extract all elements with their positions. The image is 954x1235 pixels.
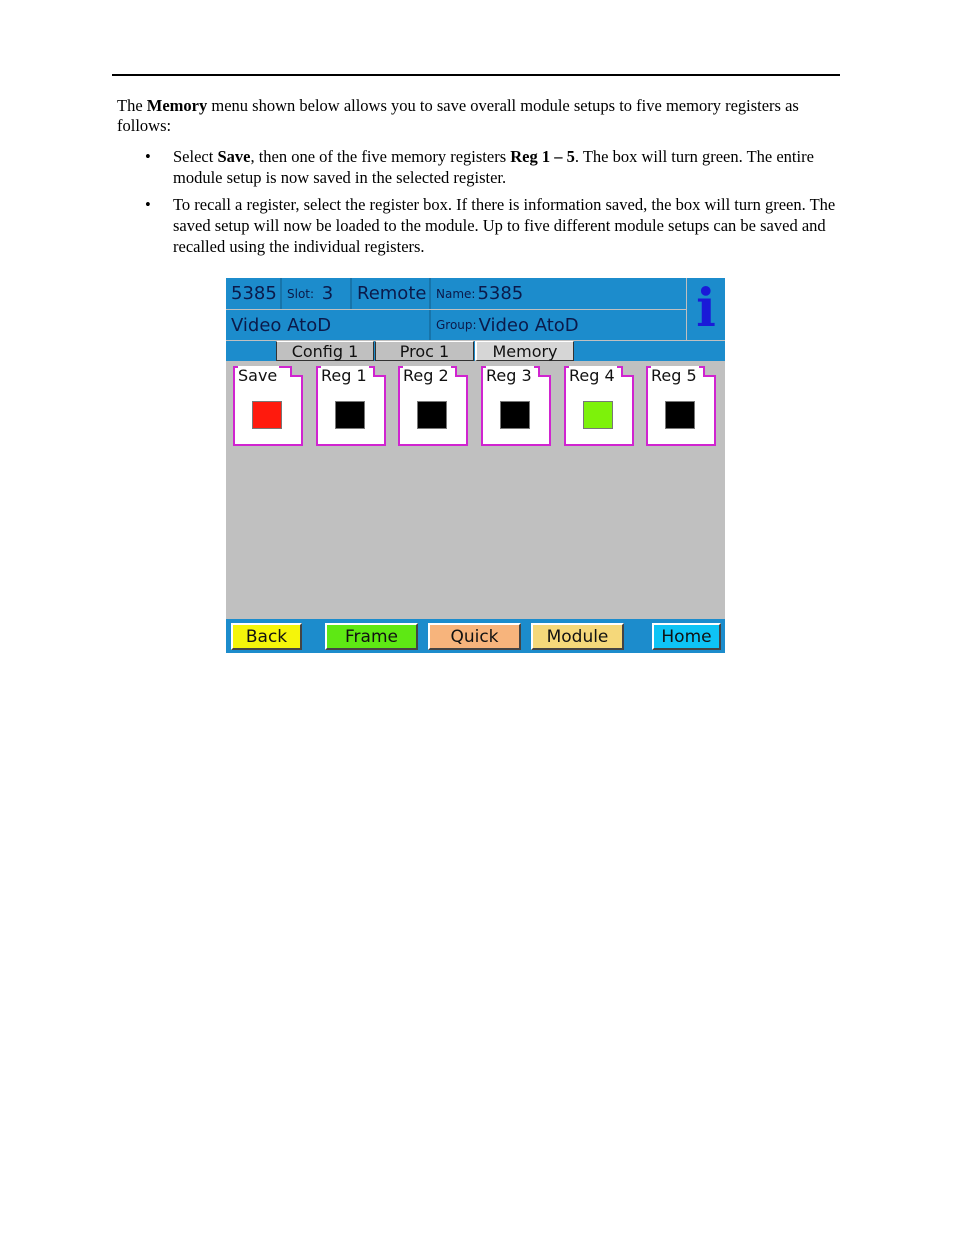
- tab-memory[interactable]: Memory: [475, 341, 574, 361]
- register-status-indicator: [583, 401, 613, 429]
- mode-cell: Remote: [352, 278, 431, 309]
- tab-proc-1[interactable]: Proc 1: [375, 341, 474, 361]
- group-cell: Group: Video AtoD: [436, 314, 579, 336]
- register-status-indicator: [335, 401, 365, 429]
- quick-button[interactable]: Quick: [428, 623, 521, 650]
- register-row: [226, 366, 725, 448]
- register-label: Reg 4: [569, 366, 615, 385]
- register-status-indicator: [665, 401, 695, 429]
- register-4-button[interactable]: [564, 366, 634, 446]
- tab-config-1[interactable]: Config 1: [276, 341, 374, 361]
- bullet-marker: •: [145, 195, 151, 214]
- memory-menu-screenshot: [226, 278, 725, 653]
- footer-bar: [226, 619, 725, 653]
- home-button[interactable]: Home: [652, 623, 721, 650]
- model-cell: 5385: [226, 278, 282, 309]
- list-item: • Select Save, then one of the five memory registers Reg 1 – 5. The box will turn green. The entire module setup is now saved in the selected register.: [145, 147, 814, 187]
- register-status-indicator: [252, 401, 282, 429]
- instruction-list: [117, 146, 842, 263]
- header-row-1: [226, 278, 686, 309]
- name-cell: Name: 5385: [436, 283, 524, 304]
- description-cell: Video AtoD: [226, 310, 431, 340]
- register-3-button[interactable]: [481, 366, 551, 446]
- register-5-button[interactable]: [646, 366, 716, 446]
- tab-bar: [226, 341, 725, 361]
- register-label: Reg 5: [651, 366, 697, 385]
- memory-term: Memory: [146, 96, 208, 115]
- header-row-2: [226, 310, 686, 340]
- list-item: • To recall a register, select the register box. If there is information saved, the box will turn green. The saved setup will now be loaded to the module. Up to five different module setups can be saved and recalled using the individual registers.: [145, 195, 836, 256]
- bullet-marker: •: [145, 147, 151, 166]
- register-label: Reg 2: [403, 366, 449, 385]
- back-button[interactable]: Back: [231, 623, 302, 650]
- register-1-button[interactable]: [316, 366, 386, 446]
- register-status-indicator: [500, 401, 530, 429]
- register-status-indicator: [417, 401, 447, 429]
- register-label: Save: [238, 366, 278, 385]
- slot-cell: Slot: 3: [282, 278, 352, 309]
- info-icon: i: [696, 278, 716, 339]
- frame-button[interactable]: Frame: [325, 623, 418, 650]
- info-button[interactable]: [687, 278, 725, 340]
- register-label: Reg 1: [321, 366, 367, 385]
- register-2-button[interactable]: [398, 366, 468, 446]
- header-rule: [112, 74, 840, 76]
- intro-paragraph: The Memory menu shown below allows you to save overall module setups to five memory registers as follows:: [117, 96, 799, 135]
- module-button[interactable]: Module: [531, 623, 624, 650]
- register-label: Reg 3: [486, 366, 532, 385]
- save-button[interactable]: [233, 366, 303, 446]
